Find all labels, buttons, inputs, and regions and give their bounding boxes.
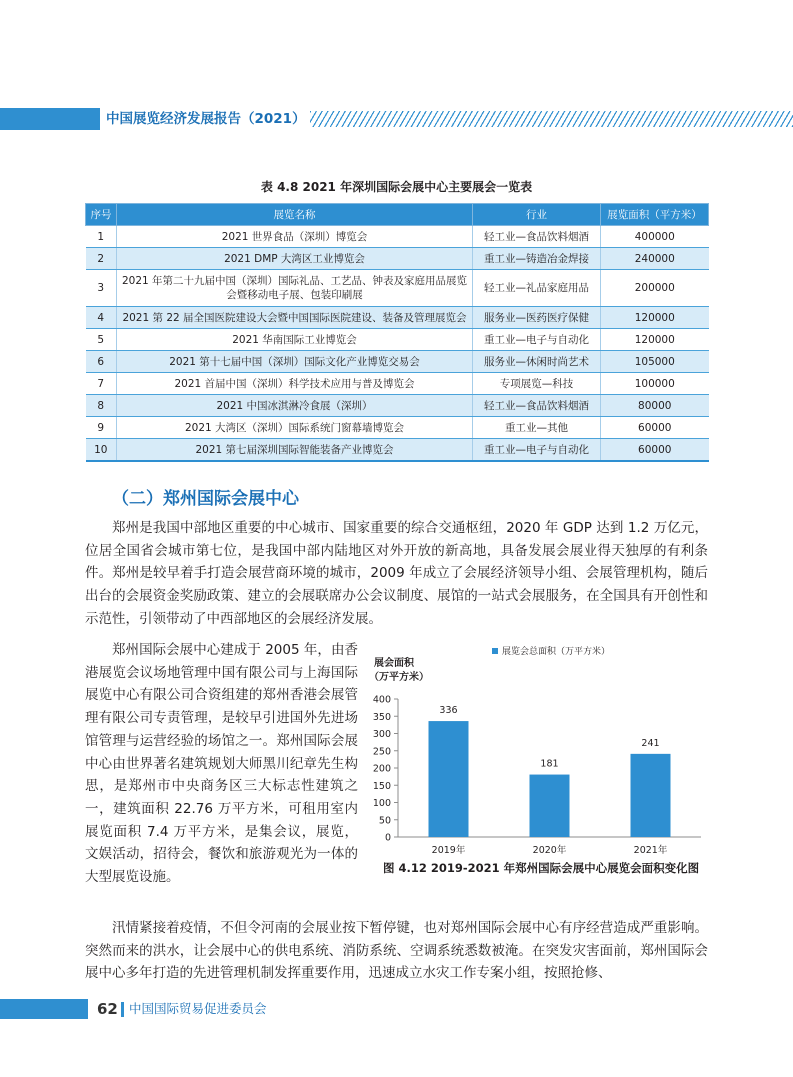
paragraph-center-description: 郑州国际会展中心建成于 2005 年，由香港展览会议场地管理中国有限公司与上海国际展览中心有限公司合资组建的郑州香港会展管理有限公司专责管理，是较早引进国外先进场馆管理与运营经验的场馆之一。郑州国际会展中心由世界著名建筑规划大师黑川纪章先生构思，是郑州市中央商务区三大标志性建筑之一，建筑面积 22.76 万平方米，可租用室内展览面积 7.4 万平方米，是集会议，展览，文娱活动，招待会，餐饮和旅游观光为一体的大型展览设施。	[85, 642, 358, 886]
cell-area: 105000	[601, 351, 709, 373]
legend-label: 展览会总面积（万平方米）	[502, 647, 611, 657]
cell-industry: 服务业—医药医疗保健	[473, 307, 601, 329]
bar-value-label: 181	[540, 758, 559, 770]
bar-2020年	[530, 775, 570, 837]
cell-industry: 专项展览—科技	[473, 373, 601, 395]
cell-area: 200000	[601, 270, 709, 307]
bar-2019年	[429, 721, 469, 837]
cell-area: 60000	[601, 417, 709, 439]
cell-industry: 轻工业—食品饮料烟酒	[473, 226, 601, 248]
table-row	[86, 373, 709, 395]
y-tick-label: 300	[372, 729, 391, 740]
figure-caption: 图 4.12 2019-2021 年郑州国际会展中心展览会面积变化图	[383, 861, 700, 875]
table-row	[86, 226, 709, 248]
cell-industry: 重工业—其他	[473, 417, 601, 439]
cell-index: 1	[86, 226, 117, 248]
cell-exhibition-name: 2021 DMP 大湾区工业博览会	[117, 248, 473, 270]
cell-industry: 重工业—电子与自动化	[473, 329, 601, 351]
table-row	[86, 395, 709, 417]
column-header-name: 展览名称	[117, 204, 473, 226]
y-tick-label: 0	[384, 832, 391, 844]
cell-industry: 轻工业—礼品家庭用品	[473, 270, 601, 307]
cell-exhibition-name: 2021 华南国际工业博览会	[117, 329, 473, 351]
table-caption: 表 4.8 2021 年深圳国际会展中心主要展会一览表	[260, 180, 533, 194]
table-header-row	[86, 204, 709, 226]
x-tick-label: 2020年	[532, 845, 567, 856]
cell-exhibition-name: 2021 年第二十九届中国（深圳）国际礼品、工艺品、钟表及家庭用品展览会暨移动电子展、包装印刷展	[117, 270, 473, 307]
header-color-bar	[0, 108, 100, 130]
footer-color-bar	[0, 999, 88, 1019]
cell-area: 80000	[601, 395, 709, 417]
paragraph-intro: 郑州是我国中部地区重要的中心城市、国家重要的综合交通枢纽，2020 年 GDP 达到 1.2 万亿元，位居全国省会城市第七位，是我国中部内陆地区对外开放的新高地，具备发展会展业得天独厚的有利条件。郑州是较早着手打造会展营商环境的城市，2009 年成立了会展经济领导小组、会展管理机构，随后出台的会展资金奖励政策、建立的会展联席办公会议制度、展馆的一站式会展服务，在全国具有开创性和示范性，引领带动了中西部地区的会展经济发展。	[85, 520, 708, 627]
table-body	[86, 226, 709, 462]
cell-industry: 轻工业—食品饮料烟酒	[473, 395, 601, 417]
cell-index: 5	[86, 329, 117, 351]
bar-value-label: 336	[439, 705, 458, 717]
cell-index: 10	[86, 439, 117, 462]
y-axis-label-line1: 展会面积	[374, 658, 414, 669]
cell-area: 120000	[601, 307, 709, 329]
cell-exhibition-name: 2021 第七届深圳国际智能装备产业博览会	[117, 439, 473, 462]
cell-area: 240000	[601, 248, 709, 270]
y-tick-label: 150	[372, 780, 391, 792]
running-header-title: 中国展览经济发展报告（2021）	[106, 111, 306, 127]
exhibitions-table	[85, 203, 709, 462]
table-row	[86, 307, 709, 329]
y-tick-label: 250	[372, 746, 391, 758]
x-tick-label: 2019年	[431, 845, 466, 856]
table-row	[86, 248, 709, 270]
column-header-industry: 行业	[473, 204, 601, 226]
table-row	[86, 417, 709, 439]
cell-index: 2	[86, 248, 117, 270]
cell-industry: 服务业—休闲时尚艺术	[473, 351, 601, 373]
column-header-area: 展览面积（平方米）	[601, 204, 709, 226]
header-hatch-decoration	[310, 111, 793, 127]
cell-exhibition-name: 2021 世界食品（深圳）博览会	[117, 226, 473, 248]
y-tick-label: 100	[372, 798, 391, 809]
bar-value-label: 241	[641, 737, 660, 749]
page-number: 62	[97, 1000, 118, 1018]
x-tick-label: 2021年	[633, 845, 668, 856]
table-row	[86, 329, 709, 351]
cell-exhibition-name: 2021 首届中国（深圳）科学技术应用与普及博览会	[117, 373, 473, 395]
cell-industry: 重工业—电子与自动化	[473, 439, 601, 462]
cell-index: 9	[86, 417, 117, 439]
cell-exhibition-name: 2021 第十七届中国（深圳）国际文化产业博览交易会	[117, 351, 473, 373]
cell-industry: 重工业—铸造冶金焊接	[473, 248, 601, 270]
y-tick-label: 400	[372, 694, 391, 706]
cell-index: 4	[86, 307, 117, 329]
table-row	[86, 351, 709, 373]
column-header-index: 序号	[86, 204, 117, 226]
table-row	[86, 270, 709, 307]
cell-area: 400000	[601, 226, 709, 248]
area-bar-chart	[365, 640, 708, 880]
y-tick-label: 350	[372, 711, 391, 723]
y-axis-label-line2: （万平方米）	[369, 672, 429, 683]
cell-index: 7	[86, 373, 117, 395]
footer-organization: 中国国际贸易促进委员会	[129, 1001, 267, 1016]
cell-exhibition-name: 2021 大湾区（深圳）国际系统门窗幕墙博览会	[117, 417, 473, 439]
cell-exhibition-name: 2021 中国冰淇淋冷食展（深圳）	[117, 395, 473, 417]
footer-separator	[121, 1002, 124, 1017]
cell-area: 120000	[601, 329, 709, 351]
cell-index: 6	[86, 351, 117, 373]
table-row	[86, 439, 709, 462]
cell-index: 8	[86, 395, 117, 417]
paragraph-flood: 汛情紧接着疫情，不但令河南的会展业按下暂停键，也对郑州国际会展中心有序经营造成严重影响。突然而来的洪水，让会展中心的供电系统、消防系统、空调系统悉数被淹。在突发灾害面前，郑州国际会展中心多年打造的先进管理机制发挥重要作用，迅速成立水灾工作专案小组，按照抢修、	[85, 920, 708, 982]
section-heading: （二）郑州国际会展中心	[112, 489, 299, 509]
cell-area: 100000	[601, 373, 709, 395]
legend-swatch	[492, 648, 498, 654]
cell-area: 60000	[601, 439, 709, 462]
bar-2021年	[631, 754, 671, 837]
y-tick-label: 200	[372, 763, 391, 775]
y-tick-label: 50	[378, 815, 391, 827]
cell-index: 3	[86, 270, 117, 307]
cell-exhibition-name: 2021 第 22 届全国医院建设大会暨中国国际医院建设、装备及管理展览会	[117, 307, 473, 329]
